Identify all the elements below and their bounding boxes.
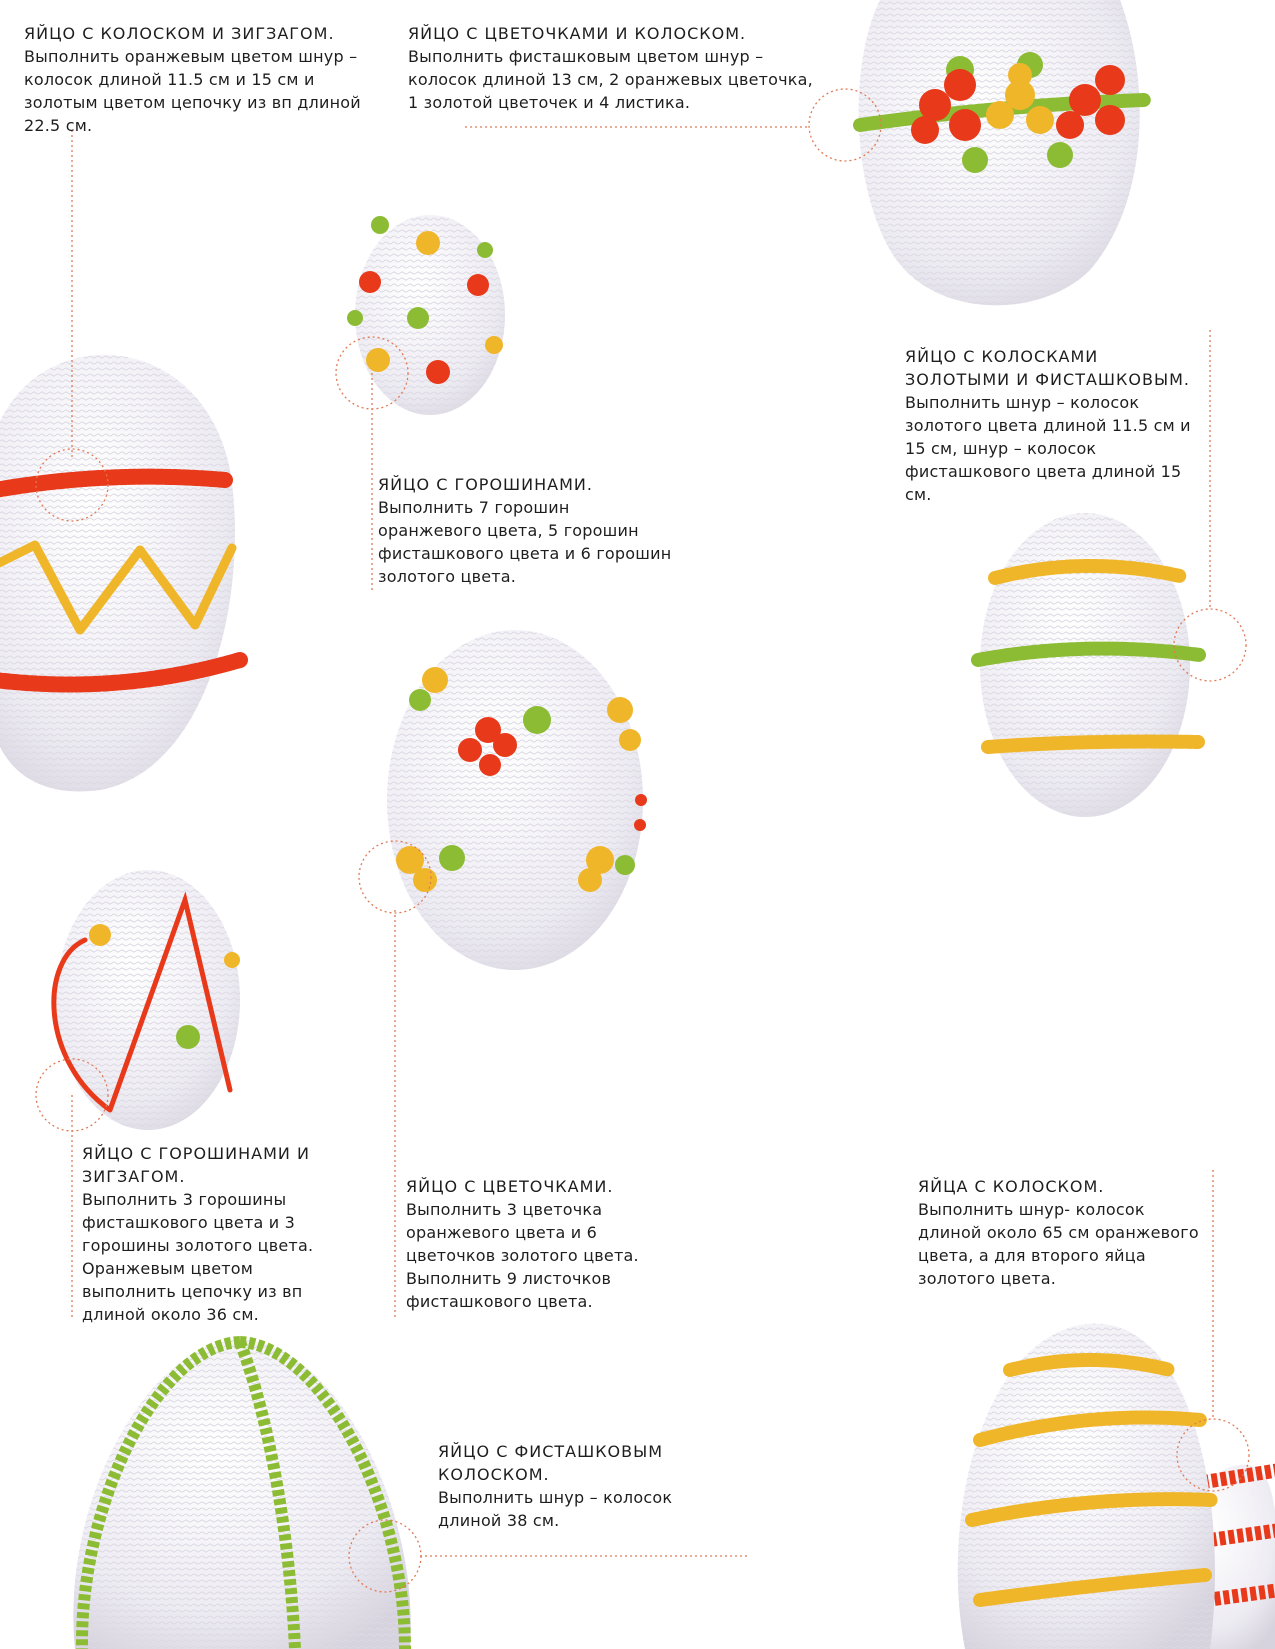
caption-zigzag-egg bbox=[24, 22, 384, 137]
caption-flowers-colosok-egg bbox=[408, 22, 823, 114]
caption-body: Выполнить 3 цветочка оранжевого цвета и 6 цветочков золотого цвета. Выполнить 9 листочков фисташкового цвета. bbox=[406, 1200, 639, 1311]
egg-dots-zigzag-photo bbox=[54, 870, 240, 1130]
caption-gold-pistachio-egg bbox=[905, 345, 1205, 506]
egg-flowers-colosok-photo bbox=[859, 0, 1145, 305]
caption-body: Выполнить шнур – колосок длиной 38 см. bbox=[438, 1488, 673, 1530]
caption-dots-egg bbox=[378, 473, 678, 588]
caption-body: Выполнить шнур – колосок золотого цвета длиной 11.5 см и 15 см, шнур – колосок фисташкового цвета длиной 15 см. bbox=[905, 393, 1191, 504]
caption-title: ЯЙЦО С ЦВЕТОЧКАМИ И КОЛОСКОМ. bbox=[408, 24, 747, 43]
caption-spiral-eggs bbox=[918, 1175, 1208, 1290]
egg-dots-photo bbox=[347, 215, 505, 415]
egg-zigzag-photo bbox=[0, 355, 240, 792]
caption-title: ЯЙЦО С КОЛОСКАМИ ЗОЛОТЫМИ И ФИСТАШКОВЫМ. bbox=[905, 347, 1190, 389]
caption-title: ЯЙЦО С ГОРОШИНАМИ. bbox=[378, 475, 593, 494]
egg-three-stripes-photo bbox=[978, 513, 1200, 817]
caption-body: Выполнить 3 горошины фисташкового цвета и 3 горошины золотого цвета. Оранжевым цветом выполнить цепочку из вп длиной около 36 см. bbox=[82, 1190, 314, 1324]
caption-title: ЯЙЦО С ЦВЕТОЧКАМИ. bbox=[406, 1177, 614, 1196]
caption-dots-zigzag-egg bbox=[82, 1142, 347, 1326]
caption-pistachio-colosok-egg bbox=[438, 1440, 713, 1532]
egg-pistachio-colosok-photo bbox=[73, 1340, 410, 1649]
caption-title: ЯЙЦО С ГОРОШИНАМИ И ЗИГЗАГОМ. bbox=[82, 1144, 310, 1186]
eggs-spiral-photo bbox=[958, 1324, 1275, 1649]
caption-title: ЯЙЦО С ФИСТАШКОВЫМ КОЛОСКОМ. bbox=[438, 1442, 664, 1484]
caption-flowers-egg bbox=[406, 1175, 671, 1313]
caption-body: Выполнить фисташковым цветом шнур – колосок длиной 13 см, 2 оранжевых цветочка, 1 золотой цветочек и 4 листика. bbox=[408, 47, 813, 112]
caption-body: Выполнить оранжевым цветом шнур – колосок длиной 11.5 см и 15 см и золотым цветом цепочку из вп длиной 22.5 см. bbox=[24, 47, 361, 135]
caption-body: Выполнить 7 горошин оранжевого цвета, 5 горошин фисташкового цвета и 6 горошин золотого цвета. bbox=[378, 498, 672, 586]
egg-flowers-photo bbox=[387, 630, 647, 970]
caption-title: ЯЙЦА С КОЛОСКОМ. bbox=[918, 1177, 1105, 1196]
caption-title: ЯЙЦО С КОЛОСКОМ И ЗИГЗАГОМ. bbox=[24, 24, 335, 43]
caption-body: Выполнить шнур- колосок длиной около 65 см оранжевого цвета, а для второго яйца золотого цвета. bbox=[918, 1200, 1199, 1288]
